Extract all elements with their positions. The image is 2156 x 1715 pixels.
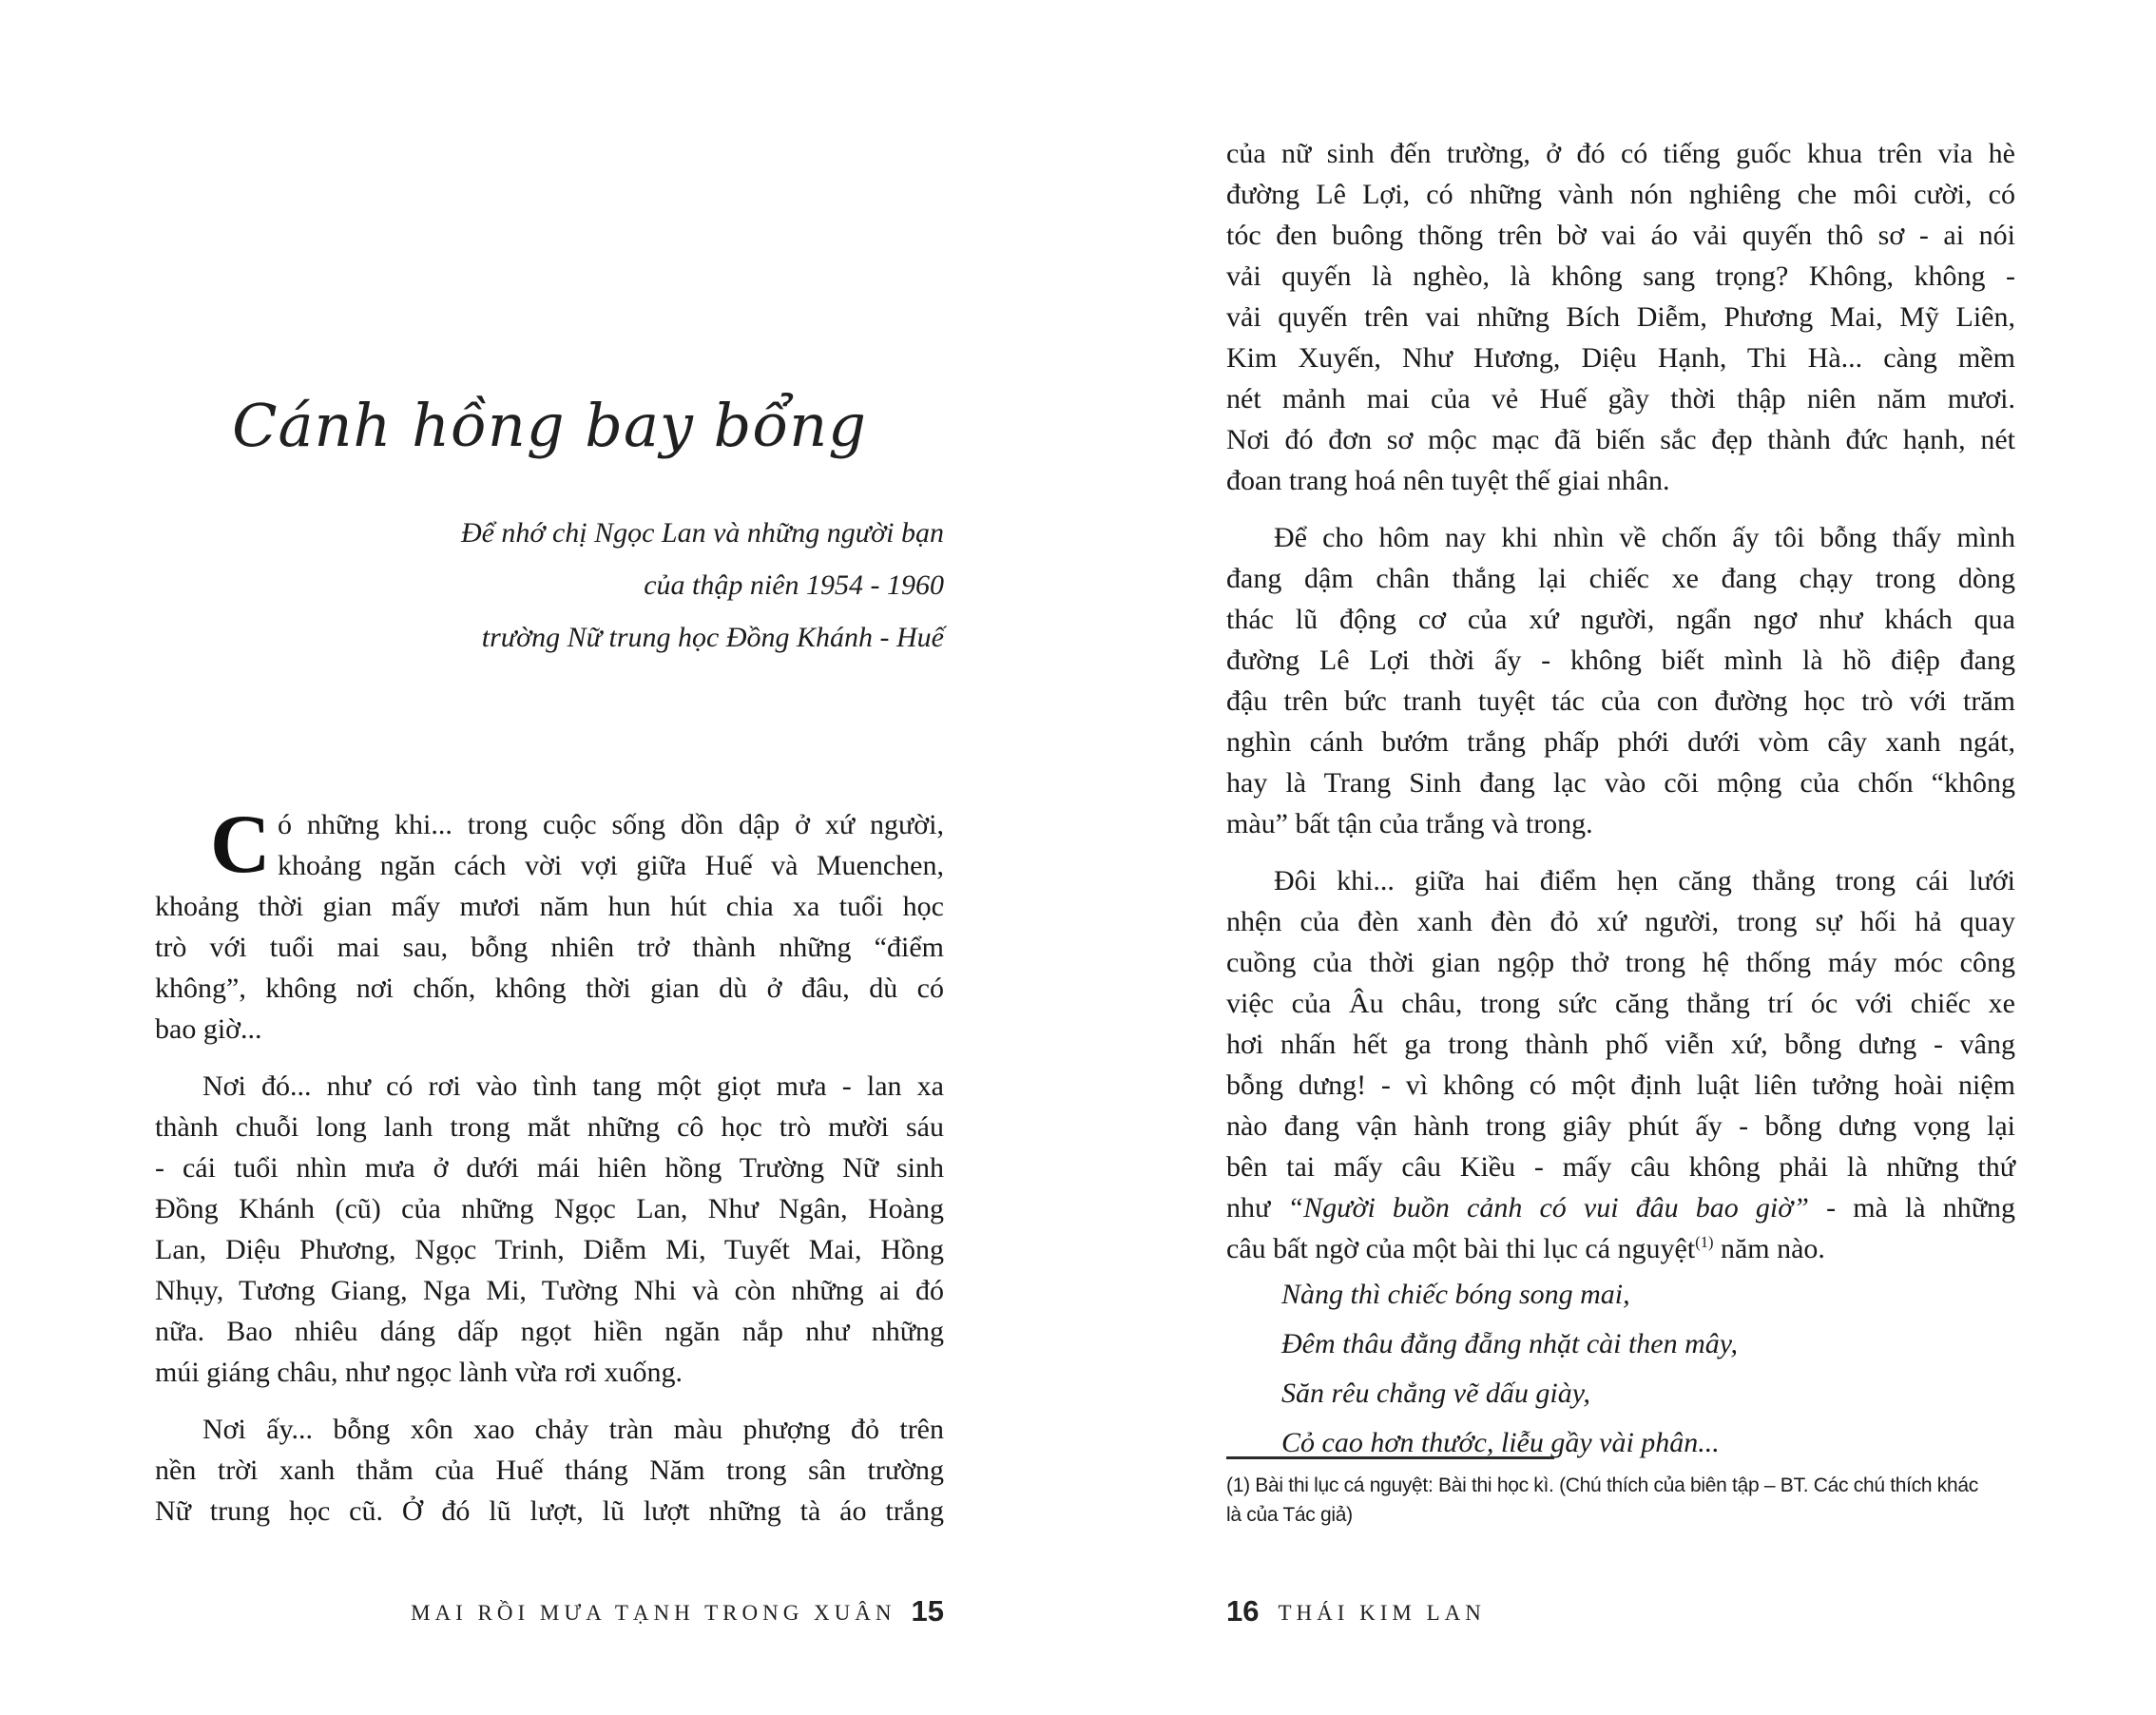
text-line: Đồng Khánh (cũ) của những Ngọc Lan, Như Ngân, Hoàng bbox=[155, 1193, 944, 1224]
footnote-pre-text: câu bất ngờ của một bài thi lục cá nguyệt bbox=[1226, 1233, 1696, 1264]
right-page-footer bbox=[1226, 1593, 2015, 1628]
footnote-line: (1) Bài thi lục cá nguyệt: Bài thi học kì. (Chú thích của biên tập – BT. Các chú thích khác bbox=[1226, 1474, 1978, 1496]
text-line: khoảng thời gian mấy mươi năm hun hút chia xa tuổi học bbox=[155, 891, 944, 922]
chapter-title: Cánh hồng bay bổng bbox=[232, 391, 867, 460]
text-line: khoảng ngăn cách vời vợi giữa Huế và Muenchen, bbox=[278, 850, 944, 881]
text-line: nào đang vận hành trong giây phút ấy - bỗng dưng vọng lại bbox=[1226, 1110, 2015, 1142]
footnote-reference: (1) bbox=[1695, 1233, 1714, 1251]
text-line: nhện của đèn xanh đèn đỏ xứ người, trong sự hối hả quay bbox=[1226, 906, 2015, 937]
paragraph bbox=[1226, 860, 2015, 1269]
text-line: bỗng dưng! - vì không có một định luật liên tưởng hoài niệm bbox=[1226, 1069, 2015, 1101]
dedication-line: Để nhớ chị Ngọc Lan và những người bạn bbox=[460, 517, 944, 549]
footnote-post-text: năm nào. bbox=[1713, 1233, 1825, 1264]
text-line: không”, không nơi chốn, không thời gian dù ở đâu, dù có bbox=[155, 973, 944, 1004]
text-line: Lan, Diệu Phương, Ngọc Trinh, Diễm Mi, Tuyết Mai, Hồng bbox=[155, 1234, 944, 1265]
text-line: vải quyến trên vai những Bích Diễm, Phương Mai, Mỹ Liên, bbox=[1226, 301, 2015, 333]
text-line: Nữ trung học cũ. Ở đó lũ lượt, lũ lượt những tà áo trắng bbox=[155, 1495, 944, 1527]
text-line: nghìn cánh bướm trắng phấp phới dưới vòm cây xanh ngát, bbox=[1226, 726, 2015, 758]
text-line: nền trời xanh thẳm của Huế tháng Năm trong sân trường bbox=[155, 1455, 944, 1486]
running-title: MAI RỒI MƯA TẠNH TRONG XUÂN bbox=[411, 1601, 896, 1625]
text-line-with-quote bbox=[1226, 1187, 2015, 1228]
verse-block bbox=[1226, 1274, 2015, 1472]
text-line: đang dậm chân thắng lại chiếc xe đang chạy trong dòng bbox=[1226, 563, 2015, 594]
paragraph bbox=[155, 1066, 944, 1393]
paragraph-dropcap bbox=[155, 799, 944, 1050]
text-line: bên tai mấy câu Kiều - mấy câu không phải là những thứ bbox=[1226, 1151, 2015, 1183]
paragraph bbox=[1226, 517, 2015, 844]
drop-cap: C bbox=[210, 799, 271, 891]
text-line: tóc đen buông thõng trên bờ vai áo vải quyến thô sơ - ai nói bbox=[1226, 220, 2015, 251]
text-line: Đôi khi... giữa hai điểm hẹn căng thẳng trong cái lưới bbox=[1274, 865, 2015, 896]
verse-line: Nàng thì chiếc bóng song mai, bbox=[1281, 1279, 1630, 1310]
quote-post-text: - mà là những bbox=[1826, 1192, 2015, 1224]
text-line: Để cho hôm nay khi nhìn về chốn ấy tôi bỗng thấy mình bbox=[1274, 522, 2015, 553]
text-line: trò với tuổi mai sau, bỗng nhiên trở thành những “điểm bbox=[155, 932, 944, 963]
text-line: màu” bất tận của trắng và trong. bbox=[1226, 808, 1593, 839]
text-line: Nơi ấy... bỗng xôn xao chảy tràn màu phượng đỏ trên bbox=[202, 1414, 944, 1445]
text-line: thành chuỗi long lanh trong mắt những cô học trò mười sáu bbox=[155, 1111, 944, 1143]
text-line: Nơi đó... như có rơi vào tình tang một giọt mưa - lan xa bbox=[202, 1070, 944, 1102]
text-line: đường Lê Lợi, có những vành nón nghiêng che môi cười, có bbox=[1226, 179, 2015, 210]
paragraph bbox=[1226, 133, 2015, 501]
dedication-line: của thập niên 1954 - 1960 bbox=[644, 569, 944, 601]
text-line: hơi nhấn hết ga trong thành phố viễn xứ, bỗng dưng - vâng bbox=[1226, 1029, 2015, 1060]
footnote-divider bbox=[1226, 1456, 1554, 1459]
text-line: đậu trên bức tranh tuyệt tác của con đường học trò với trăm bbox=[1226, 685, 2015, 717]
verse-line: Săn rêu chẳng vẽ dấu giày, bbox=[1281, 1378, 1590, 1409]
verse-line: Đêm thâu đằng đẵng nhặt cài then mây, bbox=[1281, 1328, 1738, 1359]
text-line: nét mảnh mai của vẻ Huế gầy thời thập niên năm mươi. bbox=[1226, 383, 2015, 414]
left-page-footer bbox=[155, 1593, 944, 1628]
author-name: THÁI KIM LAN bbox=[1278, 1601, 1486, 1625]
footnote bbox=[1226, 1456, 2025, 1530]
dedication bbox=[155, 507, 944, 664]
quote-pre-text: như bbox=[1226, 1192, 1271, 1224]
dedication-line: trường Nữ trung học Đồng Khánh - Huế bbox=[481, 622, 944, 653]
text-line: thác lũ động cơ của xứ người, ngẩn ngơ như khách qua bbox=[1226, 604, 2015, 635]
kieu-quote: “Người buồn cảnh có vui đâu bao giờ” bbox=[1287, 1192, 1809, 1224]
text-line: múi giáng châu, như ngọc lành vừa rơi xuống. bbox=[155, 1357, 683, 1388]
text-line: bao giờ... bbox=[155, 1013, 262, 1045]
page-number: 16 bbox=[1226, 1594, 1260, 1628]
footnote-line: là của Tác giả) bbox=[1226, 1504, 1353, 1526]
text-line: Kim Xuyến, Như Hương, Diệu Hạnh, Thi Hà... càng mềm bbox=[1226, 342, 2015, 374]
text-line: đường Lê Lợi thời ấy - không biết mình là hồ điệp đang bbox=[1226, 645, 2015, 676]
text-line: Nhụy, Tương Giang, Nga Mi, Tường Nhi và còn những ai đó bbox=[155, 1275, 944, 1306]
paragraph bbox=[155, 1409, 944, 1532]
text-line: đoan trang hoá nên tuyệt thế giai nhân. bbox=[1226, 465, 1670, 496]
text-line: hay là Trang Sinh đang lạc vào cõi mộng của chốn “không bbox=[1226, 767, 2015, 799]
text-line: - cái tuổi nhìn mưa ở dưới mái hiên hồng Trường Nữ sinh bbox=[155, 1152, 944, 1184]
verse-line: Cỏ cao hơn thước, liễu gầy vài phân... bbox=[1281, 1427, 1720, 1458]
text-line: của nữ sinh đến trường, ở đó có tiếng guốc khua trên vỉa hè bbox=[1226, 138, 2015, 169]
text-line: ó những khi... trong cuộc sống dồn dập ở xứ người, bbox=[278, 809, 944, 840]
text-line: cuồng của thời gian ngộp thở trong hệ thống máy móc công bbox=[1226, 947, 2015, 978]
text-line-with-footnote-ref bbox=[1226, 1228, 2015, 1269]
text-line: nữa. Bao nhiêu dáng dấp ngọt hiền ngăn nắp như những bbox=[155, 1316, 944, 1347]
text-line: việc của Âu châu, trong sức căng thẳng trí óc với chiếc xe bbox=[1226, 988, 2015, 1019]
text-line: vải quyến là nghèo, là không sang trọng? Không, không - bbox=[1226, 260, 2015, 292]
page-number: 15 bbox=[911, 1594, 944, 1628]
text-line: Nơi đó đơn sơ mộc mạc đã biến sắc đẹp thành đức hạnh, nét bbox=[1226, 424, 2015, 455]
